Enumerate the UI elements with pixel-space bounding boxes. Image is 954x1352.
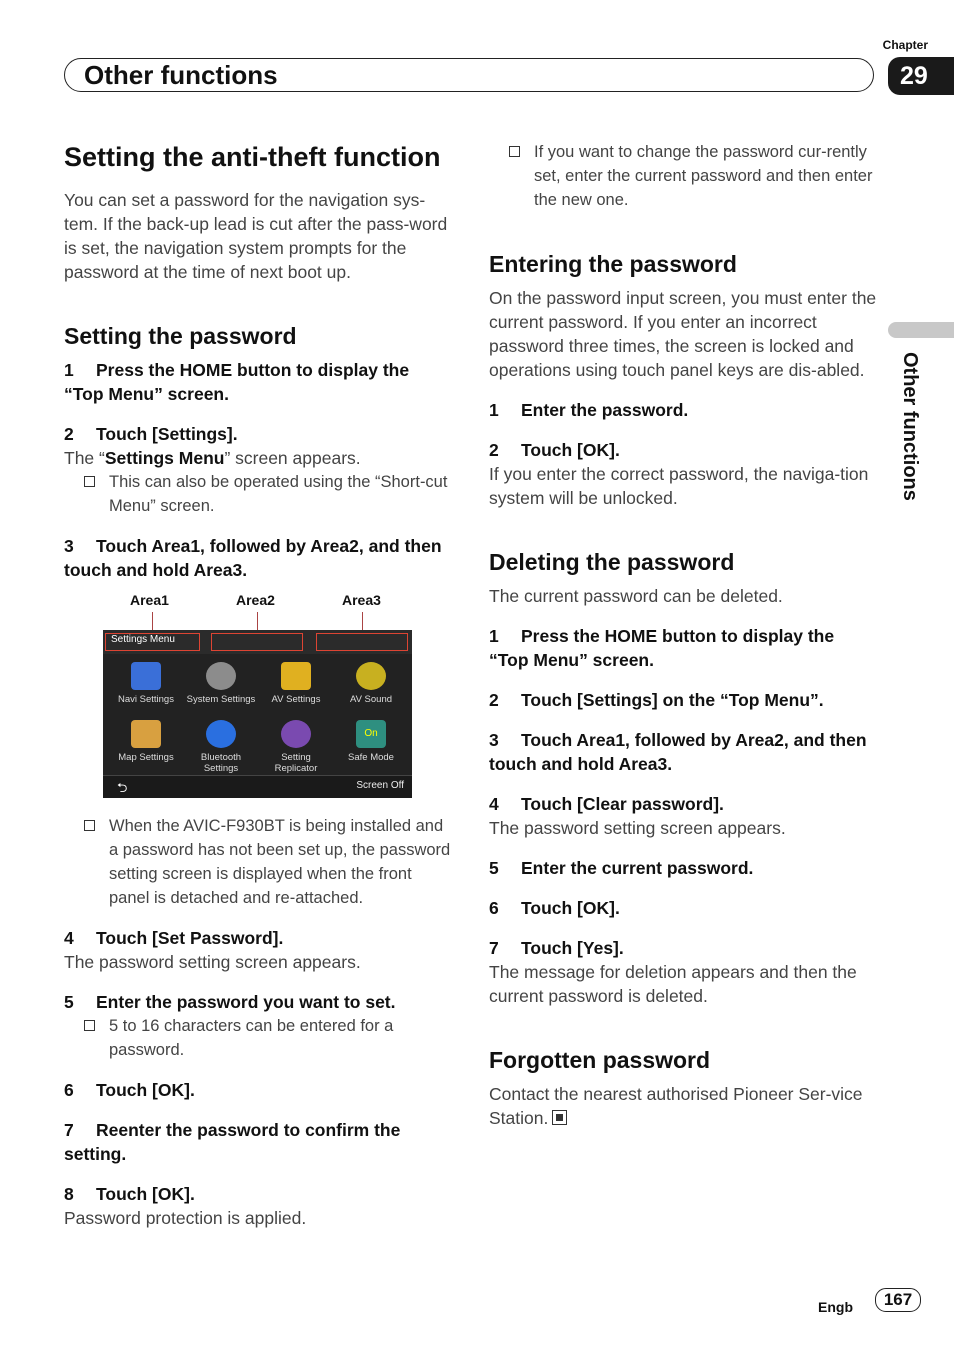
page-number: 167	[875, 1288, 921, 1312]
area3-box[interactable]	[316, 633, 408, 651]
step-6: 6 Touch [OK].	[64, 1080, 195, 1100]
screen-off-button[interactable]: Screen Off	[356, 780, 404, 791]
chapter-label: Chapter	[882, 38, 928, 52]
navi-flag-icon	[131, 662, 161, 690]
step-1: 1 Press the HOME button to display the “Top Menu” screen.	[64, 360, 410, 404]
delete-step-3: 3 Touch Area1, followed by Area2, and then touch and hold Area3.	[489, 730, 867, 774]
safe-mode-icon: On	[356, 720, 386, 748]
area2-box[interactable]	[211, 633, 303, 651]
speaker-icon	[356, 662, 386, 690]
delete-step-4-body: The password setting screen appears.	[489, 818, 786, 838]
area1-box[interactable]	[105, 633, 200, 651]
step-3: 3 Touch Area1, followed by Area2, and then touch and hold Area3.	[64, 536, 442, 580]
tile-av-settings[interactable]: AV Settings	[261, 662, 331, 705]
delete-step-7: 7 Touch [Yes].	[489, 938, 624, 958]
tile-safe-mode[interactable]: On Safe Mode	[336, 720, 406, 763]
screen-title: Settings Menu	[111, 634, 175, 645]
intro-text: You can set a password for the navigation sys-tem. If the back-up lead is cut after the pass-word is set, the navigation system prompts for the password at the time of next boot up.	[64, 190, 448, 282]
bluetooth-icon	[206, 720, 236, 748]
change-password-note: If you want to change the password cur-rently set, enter the current password and then enter the new one.	[489, 140, 877, 212]
music-note-icon	[281, 662, 311, 690]
tile-map-settings[interactable]: Map Settings	[111, 720, 181, 763]
enter-step-2-body: If you enter the correct password, the naviga-tion system will be unlocked.	[489, 464, 869, 508]
area3-label: Area3	[342, 592, 381, 608]
replicator-icon	[281, 720, 311, 748]
step-7: 7 Reenter the password to confirm the setting.	[64, 1120, 401, 1164]
deleting-intro: The current password can be deleted.	[489, 586, 783, 606]
checkbox-bullet-icon	[84, 1020, 95, 1031]
area1-label: Area1	[130, 592, 169, 608]
step-5-note: 5 to 16 characters can be entered for a password.	[64, 1014, 452, 1062]
delete-step-1: 1 Press the HOME button to display the “Top Menu” screen.	[489, 626, 835, 670]
screen-bottom-bar	[103, 775, 412, 798]
checkbox-bullet-icon	[84, 476, 95, 487]
left-column	[64, 140, 452, 1230]
right-column	[489, 140, 877, 1130]
tile-setting-replicator[interactable]: Setting Replicator	[261, 720, 331, 774]
forgotten-body: Contact the nearest authorised Pioneer Ser-vice Station.	[489, 1084, 863, 1128]
section-title: Other functions	[84, 60, 278, 90]
language-code: Engb	[818, 1299, 853, 1315]
delete-step-2: 2 Touch [Settings] on the “Top Menu”.	[489, 690, 824, 710]
area2-label: Area2	[236, 592, 275, 608]
delete-step-6: 6 Touch [OK].	[489, 898, 620, 918]
settings-menu-figure	[64, 592, 452, 795]
heading-forgotten-password: Forgotten password	[489, 1047, 711, 1073]
side-tab-marker	[888, 322, 954, 338]
tile-navi-settings[interactable]: Navi Settings	[111, 662, 181, 705]
checkbox-bullet-icon	[84, 820, 95, 831]
page-title: Setting the anti-theft function	[64, 142, 441, 172]
tile-av-sound[interactable]: AV Sound	[336, 662, 406, 705]
delete-step-7-body: The message for deletion appears and then the current password is deleted.	[489, 962, 857, 1006]
map-icon	[131, 720, 161, 748]
step-2-body: The “Settings Menu” screen appears.	[64, 448, 361, 468]
entering-intro: On the password input screen, you must enter the current password. If you enter an incorrect password three times, the screen is locked and operations using touch panel keys are dis-abled.	[489, 288, 877, 380]
end-mark-icon	[552, 1110, 567, 1125]
gear-icon	[206, 662, 236, 690]
installation-note: When the AVIC-F930BT is being installed and a password has not been set up, the password setting screen is displayed when the front panel is detached and re-attached.	[64, 814, 452, 910]
heading-entering-password: Entering the password	[489, 251, 737, 277]
side-tab-label: Other functions	[899, 352, 921, 501]
heading-deleting-password: Deleting the password	[489, 549, 735, 575]
heading-setting-password: Setting the password	[64, 323, 297, 349]
step-4-body: The password setting screen appears.	[64, 952, 361, 972]
area1-leader-line	[152, 612, 153, 632]
tile-bluetooth-settings[interactable]: Bluetooth Settings	[186, 720, 256, 774]
delete-step-4: 4 Touch [Clear password].	[489, 794, 724, 814]
checkbox-bullet-icon	[509, 146, 520, 157]
delete-step-5: 5 Enter the current password.	[489, 858, 754, 878]
step-2: 2 Touch [Settings].	[64, 424, 238, 444]
area3-leader-line	[362, 612, 363, 632]
area2-leader-line	[257, 612, 258, 632]
chapter-number-badge: 29	[888, 57, 954, 95]
back-arrow-icon[interactable]: ⮌	[117, 780, 128, 795]
step-2-note: This can also be operated using the “Short-cut Menu” screen.	[64, 470, 452, 518]
settings-menu-screen	[103, 630, 412, 798]
step-4: 4 Touch [Set Password].	[64, 928, 284, 948]
step-8-body: Password protection is applied.	[64, 1208, 307, 1228]
step-8: 8 Touch [OK].	[64, 1184, 195, 1204]
tile-system-settings[interactable]: System Settings	[186, 662, 256, 705]
step-5: 5 Enter the password you want to set.	[64, 992, 396, 1012]
enter-step-1: 1 Enter the password.	[489, 400, 689, 420]
enter-step-2: 2 Touch [OK].	[489, 440, 620, 460]
